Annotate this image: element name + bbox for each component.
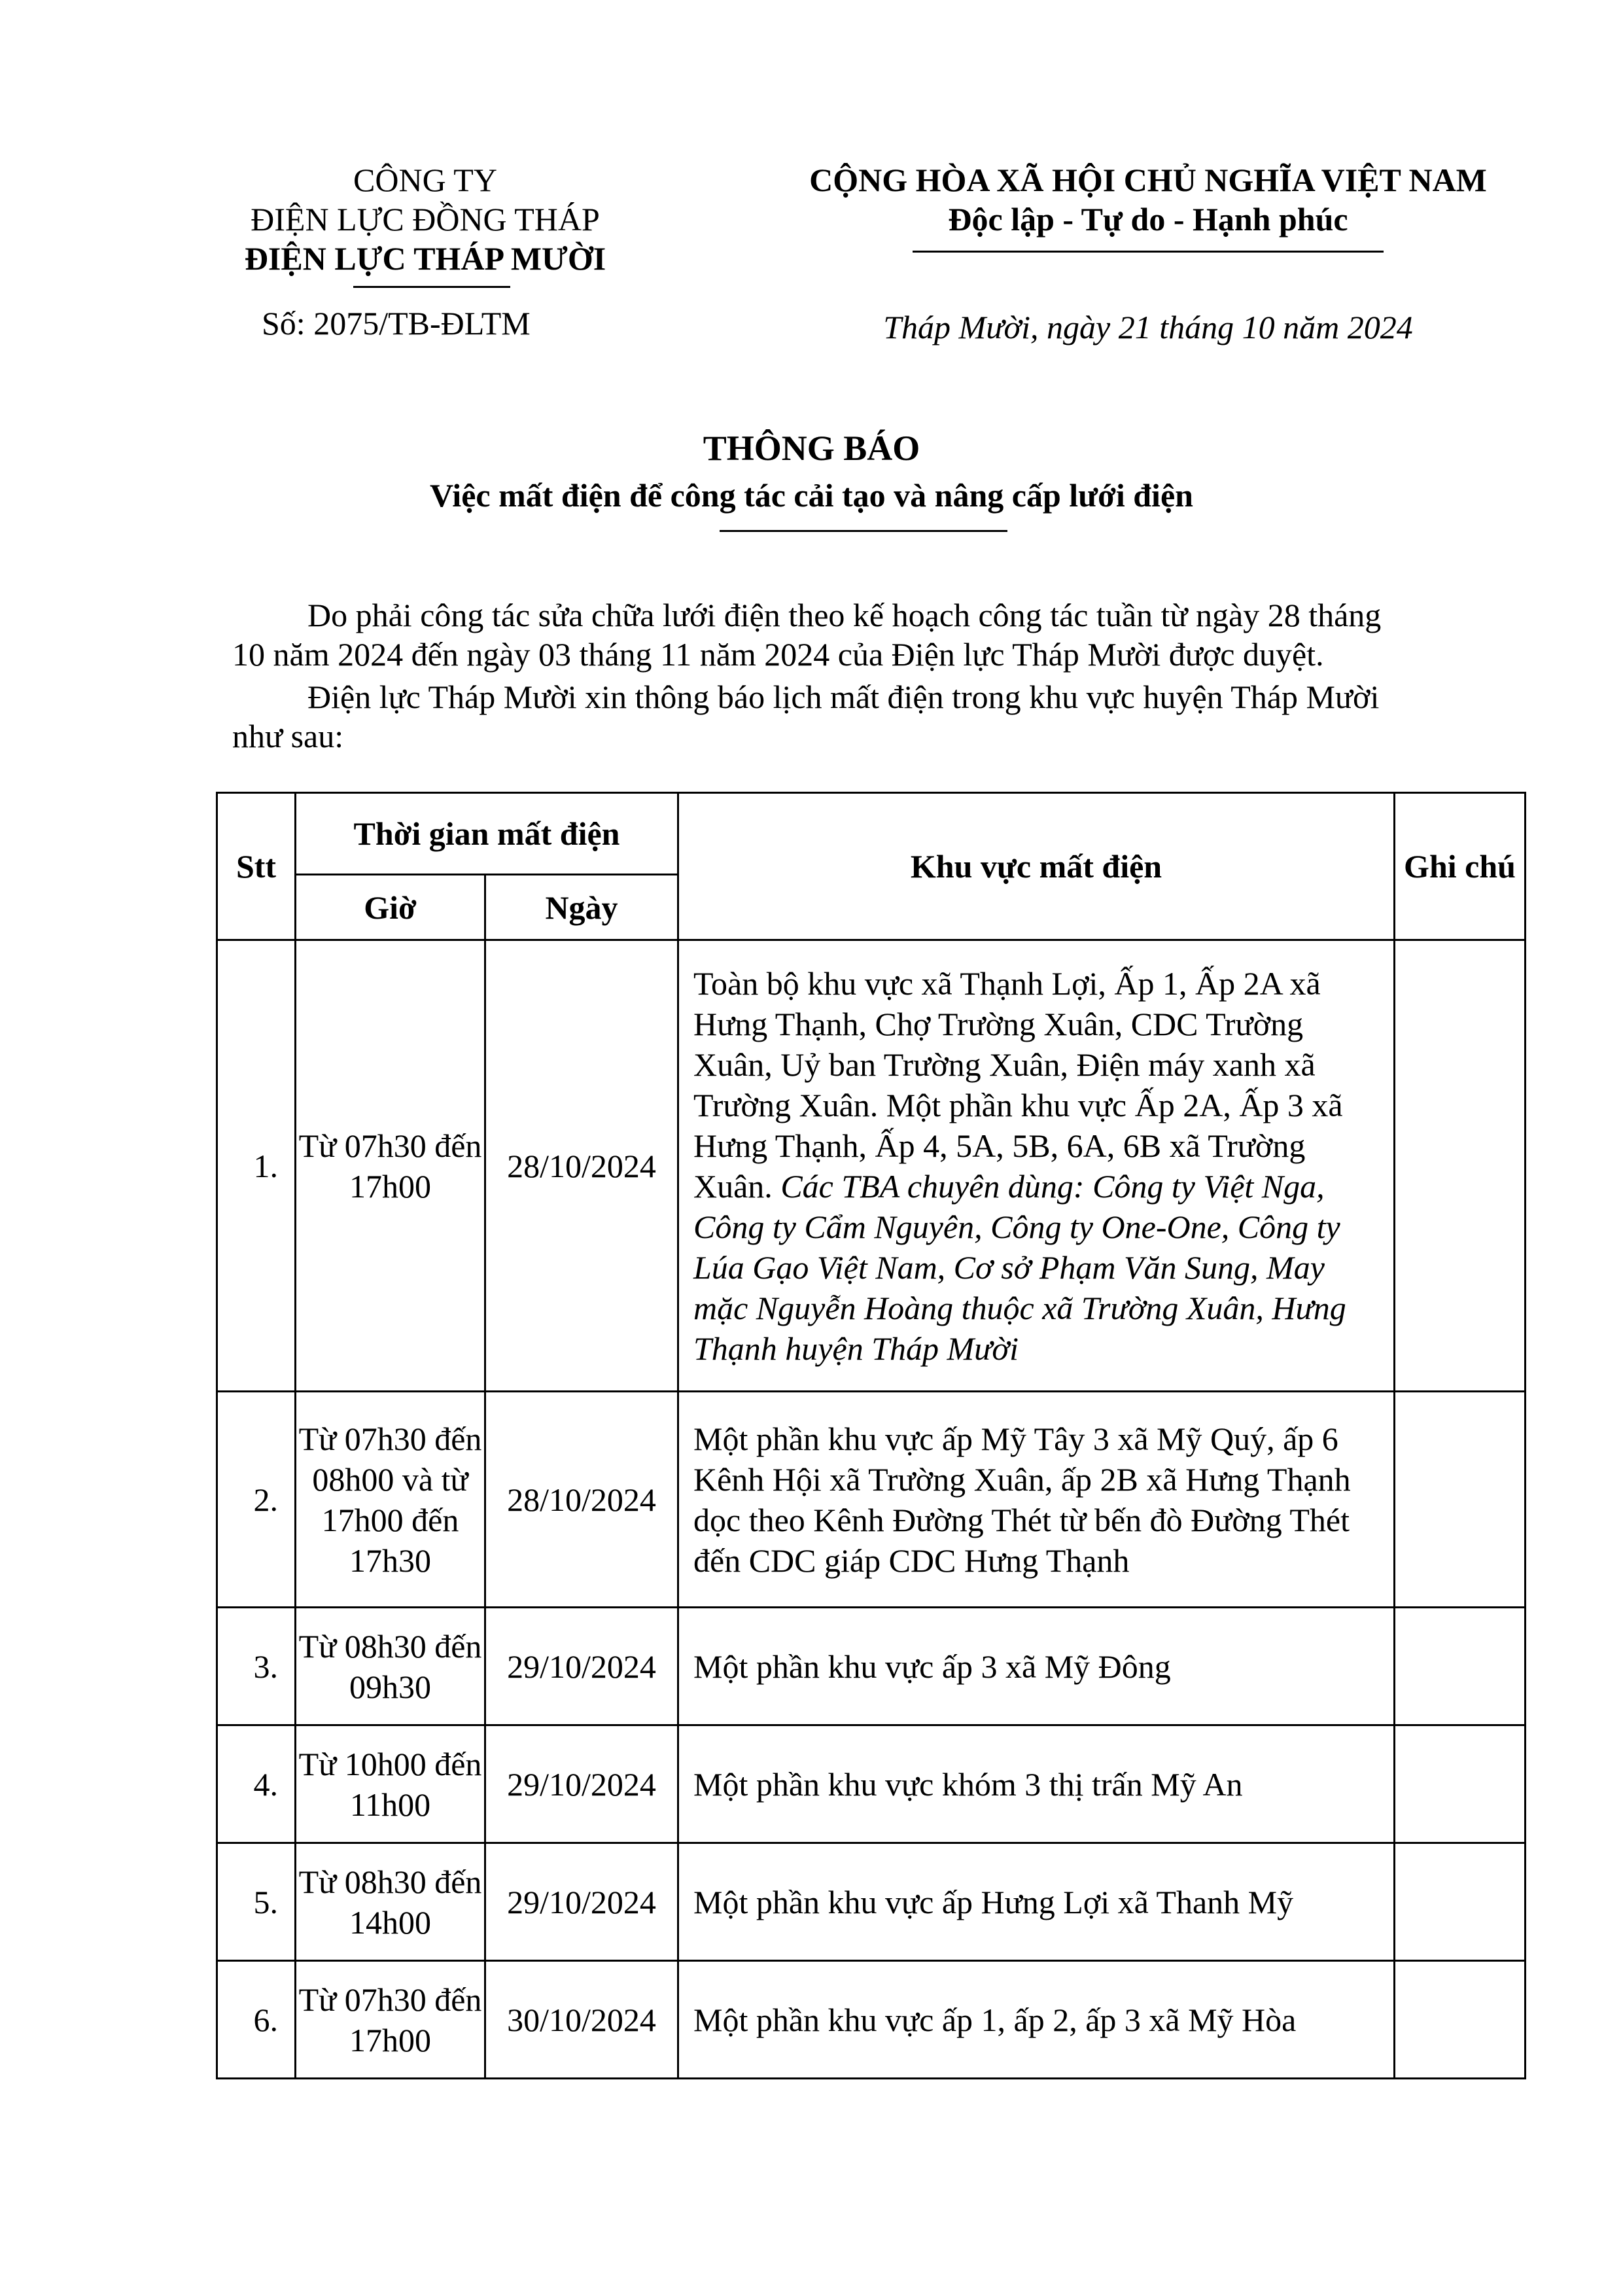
national-heading [739,160,1557,239]
place-and-date: Tháp Mười, ngày 21 tháng 10 năm 2024 [883,309,1413,345]
row-area: Một phần khu vực ấp 3 xã Mỹ Đông [678,1608,1395,1725]
row-hour: Từ 08h30 đến 14h00 [296,1843,485,1961]
outage-schedule-table [216,792,1526,2079]
paragraph-1-line-1: Do phải công tác sửa chữa lưới điện theo kế hoạch công tác tuần từ ngày 28 tháng [307,597,1382,633]
header-outage-time: Thời gian mất điện [296,793,678,875]
header-hour: Giờ [296,875,485,940]
row-stt: 1. [217,940,296,1392]
row-note [1395,1392,1526,1608]
motto-underline [913,251,1384,253]
row-stt: 5. [217,1843,296,1961]
row-area: Một phần khu vực ấp Hưng Lợi xã Thanh Mỹ [678,1843,1395,1961]
issuer-line-company: CÔNG TY [353,162,497,198]
row-date: 28/10/2024 [485,1392,678,1608]
row-stt: 3. [217,1608,296,1725]
row-date: 29/10/2024 [485,1608,678,1725]
row-hour: Từ 07h30 đến 17h00 [296,1961,485,2079]
row-note [1395,1725,1526,1843]
header-outage-area: Khu vực mất điện [678,793,1395,940]
row-area-text: Toàn bộ khu vực xã Thạnh Lợi, Ấp 1, Ấp 2A xã Hưng Thạnh, Chợ Trường Xuân, CDC Trường Xuân, Uỷ ban Trường Xuân, Điện máy xanh xã Trường Xuân. Một phần khu vực Ấp 2A, Ấp 3 xã Hưng Thạnh, Ấp 4, 5A, 5B, 6A, 6B xã Trường Xuân. [693,964,1343,1205]
table-row [217,1961,1526,2079]
row-area: Một phần khu vực khóm 3 thị trấn Mỹ An [678,1725,1395,1843]
table-row [217,1843,1526,1961]
issuer-line-parent: ĐIỆN LỰC ĐỒNG THÁP [251,201,600,238]
table-row [217,1725,1526,1843]
row-note [1395,1961,1526,2079]
document-number: Số: 2075/TB-ĐLTM [262,305,531,342]
row-stt: 6. [217,1961,296,2079]
paragraph-1-line-2: 10 năm 2024 đến ngày 03 tháng 11 năm 2024 của Điện lực Tháp Mười được duyệt. [232,636,1324,673]
nation-name: CỘNG HÒA XÃ HỘI CHỦ NGHĨA VIỆT NAM [809,162,1487,198]
table-row [217,1608,1526,1725]
national-motto: Độc lập - Tự do - Hạnh phúc [948,201,1348,238]
row-hour: Từ 07h30 đến 08h00 và từ 17h00 đến 17h30 [296,1392,485,1608]
row-stt: 4. [217,1725,296,1843]
title-underline [720,530,1007,532]
row-area: Một phần khu vực ấp Mỹ Tây 3 xã Mỹ Quý, ấp 6 Kênh Hội xã Trường Xuân, ấp 2B xã Hưng Thạnh dọc theo Kênh Đường Thét từ bến đò Đường Thét đến CDC giáp CDC Hưng Thạnh [678,1392,1395,1608]
paragraph-2-line-1: Điện lực Tháp Mười xin thông báo lịch mất điện trong khu vực huyện Tháp Mười [307,679,1380,715]
row-note [1395,1843,1526,1961]
table-row [217,940,1526,1392]
row-note [1395,940,1526,1392]
row-hour: Từ 07h30 đến 17h00 [296,940,485,1392]
issuer-block [170,160,680,278]
issuer-line-unit: ĐIỆN LỰC THÁP MƯỜI [244,240,606,277]
paragraph-2-line-2: như sau: [232,718,344,754]
issuer-underline [353,286,510,288]
row-date: 30/10/2024 [485,1961,678,2079]
notice-subtitle: Việc mất điện để công tác cải tạo và nâng cấp lưới điện [430,477,1193,514]
row-hour: Từ 08h30 đến 09h30 [296,1608,485,1725]
row-stt: 2. [217,1392,296,1608]
row-date: 29/10/2024 [485,1843,678,1961]
header-stt: Stt [217,793,296,940]
header-note: Ghi chú [1395,793,1526,940]
row-area [678,940,1395,1392]
header-date: Ngày [485,875,678,940]
table-row [217,1392,1526,1608]
row-area: Một phần khu vực ấp 1, ấp 2, ấp 3 xã Mỹ Hòa [678,1961,1395,2079]
row-area-italic-text: Các TBA chuyên dùng: Công ty Việt Nga, Công ty Cẩm Nguyên, Công ty One-One, Công ty Lúa Gạo Việt Nam, Cơ sở Phạm Văn Sung, May mặc Nguyễn Hoàng thuộc xã Trường Xuân, Hưng Thạnh huyện Tháp Mười [693,1167,1346,1367]
row-note [1395,1608,1526,1725]
notice-title: THÔNG BÁO [703,429,920,468]
row-hour: Từ 10h00 đến 11h00 [296,1725,485,1843]
row-date: 29/10/2024 [485,1725,678,1843]
row-date: 28/10/2024 [485,940,678,1392]
